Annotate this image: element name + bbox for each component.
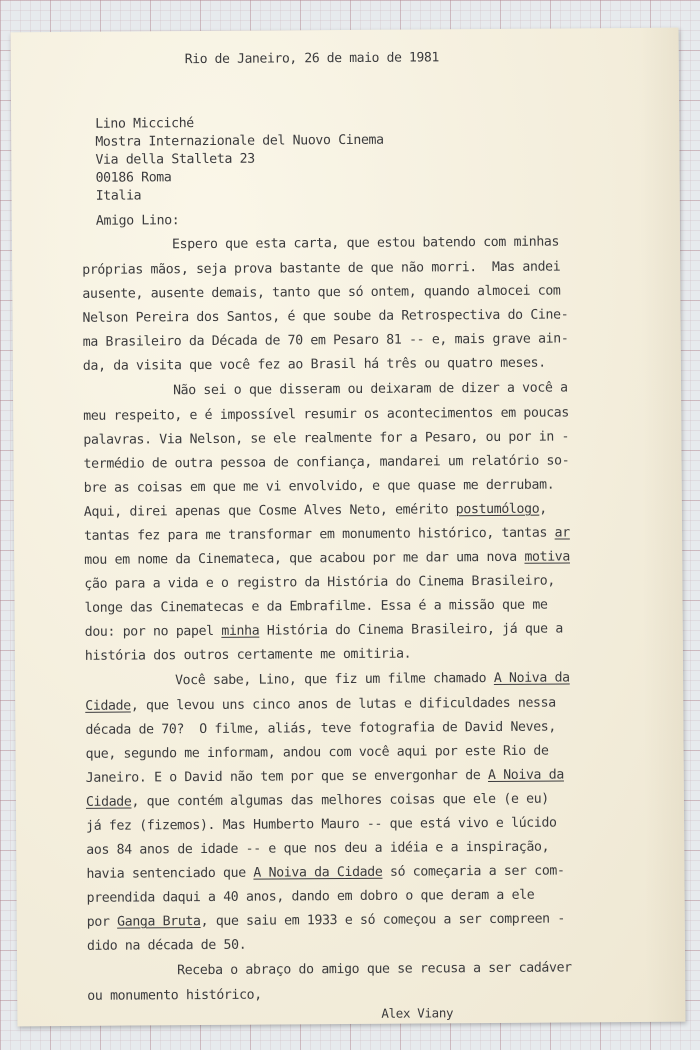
body-line: já fez (fizemos). Mas Humberto Mauro -- que está vivo e lúcido [86,815,557,834]
body-line: ma Brasileiro da Década de 70 em Pesaro 81 -- e, mais grave ain- [82,331,569,350]
recipient-street: Via della Stalleta 23 [95,151,255,168]
body-line [84,550,570,567]
recipient-postcode-city: 00186 Roma [95,170,172,186]
body-line: dido na década de 50. [86,937,247,954]
underlined-word: motiva [524,549,571,565]
body-text: mou em nome da Cinemateca, que acabou por me dar uma nova [84,549,525,568]
body-line [85,697,556,713]
body-line: Espero que esta carta, que estou batendo com minhas [171,234,560,253]
body-line [86,793,549,809]
salutation: Amigo Lino: [95,213,180,229]
film-title: A Noiva da [487,767,564,784]
body-line [86,864,564,881]
recipient-organization: Mostra Internazionale del Nuovo Cinema [95,132,384,150]
body-line: história dos outros certamente me omitiria. [84,646,412,664]
body-line: que, segundo me informam, andou com você aqui por este Rio de [85,743,549,762]
film-title: A Noiva da Cidade [253,864,383,881]
body-text: , que contém algumas das melhores coisas que ele (e eu) [131,791,549,810]
body-text: por [86,914,118,930]
body-line: termédio de outra pessoa de confiança, mandarei um relatório so- [83,453,570,472]
body-text: havia sentenciado que [86,865,254,882]
body-text: Você sabe, Lino, que fiz um filme chamado [175,670,494,689]
body-line: da, da visita que você fez ao Brasil há três ou quatro meses. [82,355,546,374]
body-line: década de 70? O filme, aliás, teve fotografia de David Neves, [85,719,557,738]
film-title: Ganga Bruta [117,914,201,930]
body-text: , que levou uns cinco anos de lutas e dificuldades nessa [130,695,556,714]
body-text: só começaria a ser com- [382,863,565,880]
recipient-name: Lino Micciché [95,116,194,132]
body-text: História do Cinema Brasileiro, já que a [259,621,563,639]
underlined-word: postumólogo [455,501,540,518]
signature: Alex Viany [381,1005,454,1021]
closing-line: ou monumento histórico, [87,987,262,1004]
recipient-country: Italia [95,188,142,204]
body-text: tantas fez para me transformar em monumento histórico, tantas [84,525,555,544]
underlined-word: minha [221,623,260,639]
body-line: Nelson Pereira dos Santos, é que soube da Retrospectiva do Cine- [82,307,569,326]
body-text: Aqui, direi apenas que Cosme Alves Neto, emérito [83,502,456,520]
body-line: ção para a vida e o registro da História do Cinema Brasileiro, [84,573,555,592]
body-line: palavras. Via Nelson, se ele realmente for a Pesaro, ou por in - [83,429,570,448]
body-line: próprias mãos, seja prova bastante de que não morri. Mas andei [82,259,561,278]
body-line [175,671,570,687]
body-line: bre as coisas em que me vi envolvido, e que quase me derrubam. [83,477,555,496]
body-line: aos 84 anos de idade -- e que nos deu a idéia e a inspiração, [86,839,550,858]
body-line [87,912,565,929]
film-title: A Noiva da [493,670,570,686]
body-line [85,623,563,640]
letter-sheet [11,28,686,1027]
body-line: longe das Cinematecas e da Embrafilme. Essa é a missão que me [84,597,548,616]
body-line: meu respeito, e é impossível resumir os acontecimentos em poucas [83,405,569,424]
body-line [84,526,570,543]
body-text: , [539,501,547,517]
underlined-word: ar [554,525,570,541]
body-text: dou: por no papel [84,623,222,640]
film-title: Cidade [85,794,132,810]
body-line [86,768,564,785]
letter-date: Rio de Janeiro, 26 de maio de 1981 [184,50,439,68]
film-title: Cidade [85,698,131,714]
body-text: , que saiu em 1933 e só começou a ser compreen - [200,911,565,930]
body-line: preendida daqui a 40 anos, dando em dobro o que deram a ele [86,887,535,906]
body-line [84,503,547,519]
closing-line: Receba o abraço do amigo que se recusa a ser cadáver [177,960,572,979]
body-line: Não sei o que disseram ou deixaram de dizer a você a [172,380,568,399]
body-text: Janeiro. E o David não tem por que se envergonhar de [85,768,489,786]
body-line: ausente, ausente demais, tanto que só ontem, quando almocei com [82,283,561,302]
